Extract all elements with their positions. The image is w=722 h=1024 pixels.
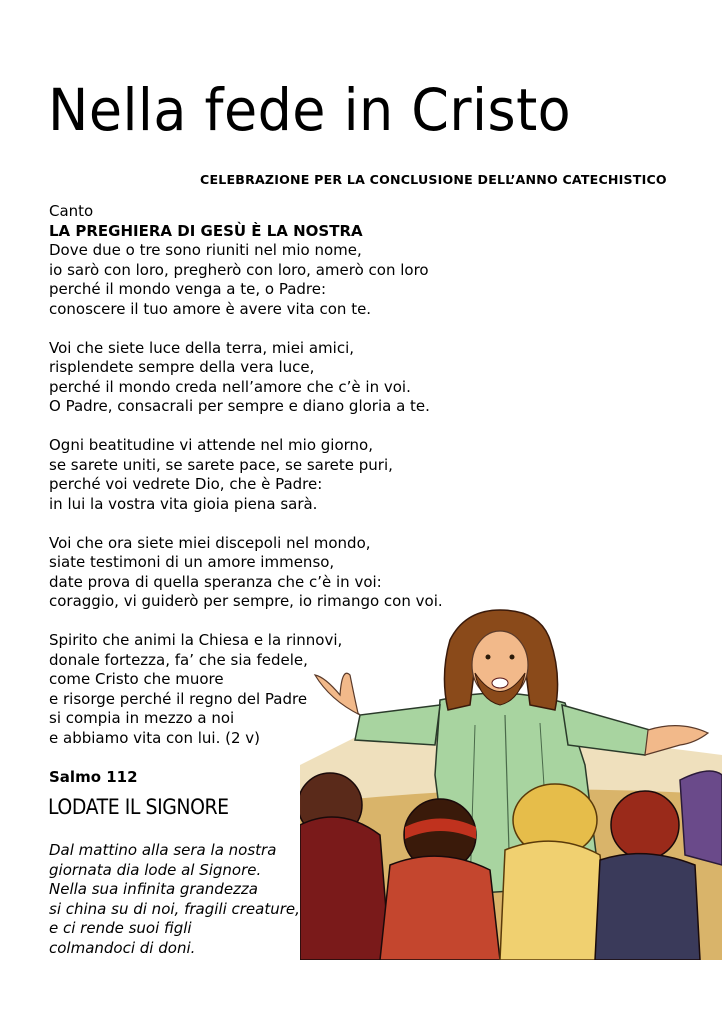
stanza-line: Voi che ora siete miei discepoli nel mondo, (49, 533, 371, 552)
stanza-line: si compia in mezzo a noi (49, 709, 235, 727)
stanza-line: O Padre, consacrali per sempre e diano gloria a te. (49, 397, 430, 415)
left-sleeve (355, 705, 440, 745)
stanza-2 (49, 339, 479, 417)
psalm-text (49, 841, 319, 958)
psalm-line: Nella sua infinita grandezza (49, 880, 258, 898)
disciple-robe (500, 841, 610, 960)
stanza-4 (49, 534, 479, 612)
stanza-line: Spirito che animi la Chiesa e la rinnovi, (49, 631, 343, 649)
stanza-line: siate testimoni di un amore immenso, (49, 553, 335, 571)
psalm-line: Dal mattino alla sera la nostra (49, 841, 277, 859)
stanza-line: risplendete sempre della vera luce, (49, 358, 315, 376)
mouth (492, 678, 508, 688)
psalm-line: colmandoci di doni. (49, 938, 196, 957)
left-hand (315, 673, 360, 715)
stanza-line: se sarete uniti, se sarete pace, se sarete puri, (49, 455, 393, 474)
disciple-head (611, 791, 679, 859)
stanza-3 (49, 436, 479, 514)
stanza-line: come Cristo che muore (49, 670, 224, 688)
disciple-robe (300, 817, 390, 960)
stanza-line: Dove due o tre sono riuniti nel mio nome, (49, 241, 362, 259)
eye-right (510, 655, 515, 660)
page-title: Nella fede in Cristo (48, 76, 572, 144)
psalm-line: giornata dia lode al Signore. (49, 860, 262, 879)
stanza-line: perché il mondo venga a te, o Padre: (49, 280, 327, 298)
song-title: LA PREGHIERA DI GESÙ È LA NOSTRA (49, 221, 363, 240)
psalm-title: LODATE IL SIGNORE (48, 795, 229, 819)
canto-label: Canto (49, 202, 94, 220)
stanza-line: donale fortezza, fa’ che sia fedele, (49, 650, 308, 669)
page-subtitle: CELEBRAZIONE PER LA CONCLUSIONE DELL’ANNO CATECHISTICO (200, 172, 667, 187)
psalm-line: si china su di noi, fragili creature, (49, 899, 300, 918)
psalm-line: e ci rende suoi figli (49, 919, 192, 937)
stanza-line: Ogni beatitudine vi attende nel mio giorno, (49, 436, 373, 454)
stanza-1 (49, 241, 479, 319)
stanza-line: coraggio, vi guiderò per sempre, io rimango con voi. (49, 592, 443, 610)
stanza-line: date prova di quella speranza che c’è in voi: (49, 572, 382, 591)
stanza-line: io sarò con loro, pregherò con loro, amerò con loro (49, 260, 429, 279)
stanza-line: e abbiamo vita con lui. (2 v) (49, 728, 261, 747)
stanza-line: in lui la vostra vita gioia piena sarà. (49, 494, 318, 513)
disciple-robe (595, 854, 700, 960)
eye-left (486, 655, 491, 660)
stanza-line: conoscere il tuo amore è avere vita con te. (49, 299, 372, 318)
stanza-line: perché voi vedrete Dio, che è Padre: (49, 475, 323, 493)
stanza-line: e risorge perché il regno del Padre (49, 689, 308, 708)
psalm-label: Salmo 112 (49, 768, 138, 786)
disciple-turban (680, 771, 722, 865)
disciple-robe (380, 856, 500, 960)
jesus-with-disciples-illustration (300, 605, 722, 960)
stanza-line: perché il mondo creda nell’amore che c’è in voi. (49, 377, 411, 396)
stanza-line: Voi che siete luce della terra, miei amici, (49, 338, 355, 357)
